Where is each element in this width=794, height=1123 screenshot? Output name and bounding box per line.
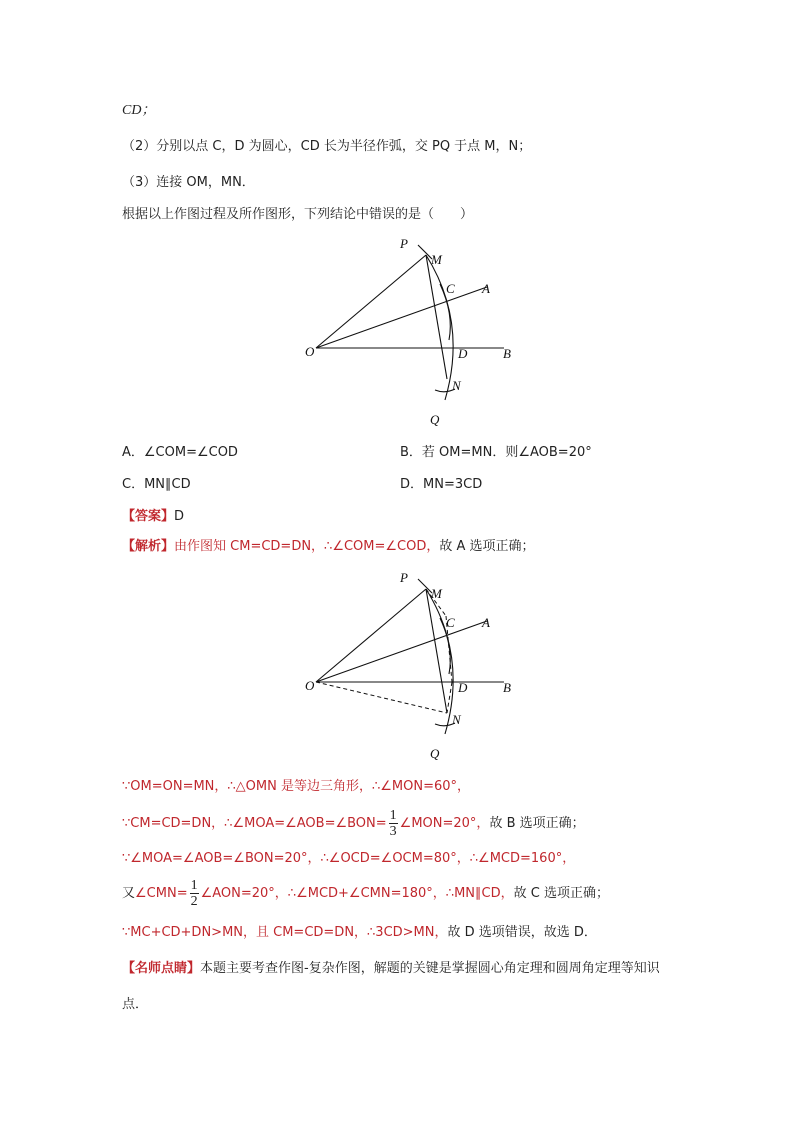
label-n: N [452, 378, 461, 393]
fraction-one-half: $\frac{1}{2}$ [190, 878, 198, 909]
option-d: D．MN=3CD [400, 477, 483, 492]
comment-tag: 【名师点睛】 [122, 961, 201, 976]
analysis-line-1: 【解析】由作图知 CM=CD=DN，∴∠COM=∠COD，故 A 选项正确； [122, 539, 535, 554]
option-a: A．∠COM=∠COD [122, 445, 238, 460]
label-m: M [431, 252, 442, 267]
answer-tag: 【答案】 [122, 509, 175, 524]
fraction-one-third: $\frac{1}{3}$ [389, 808, 397, 839]
question-text: 根据以上作图过程及所作图形，下列结论中错误的是（ ） [122, 207, 474, 222]
label-o: O [305, 344, 315, 359]
teacher-comment-line-1: 【名师点睛】本题主要考查作图-复杂作图，解题的关键是掌握圆心角定理和圆周角定理等知识 [122, 961, 660, 976]
teacher-comment-line-2: 点． [122, 997, 149, 1012]
answer-line [122, 508, 184, 526]
label-m: M [431, 586, 442, 601]
analysis-figure [300, 566, 540, 766]
label-q: Q [430, 746, 440, 761]
label-q: Q [430, 412, 440, 427]
label-a: A [482, 615, 490, 630]
label-d: D [458, 346, 468, 361]
option-c: C．MN∥CD [122, 477, 191, 492]
analysis-line-6: ∵MC+CD+DN>MN，且 CM=CD=DN，∴3CD>MN，故 D 选项错误，故选 D． [122, 925, 597, 940]
step-3-text: （3）连接 OM，MN． [122, 175, 255, 190]
analysis-tag: 【解析】 [122, 539, 175, 554]
label-p: P [400, 570, 408, 585]
analysis-line-3: ∵CM=CD=DN，∴∠MOA=∠AOB=∠BON= $\frac{1}{3}$ ∠MON=20°，故 B 选项正确； [122, 808, 585, 839]
label-c: C [446, 615, 455, 630]
construction-figure [300, 232, 540, 432]
analysis-line-2: ∵OM=ON=MN，∴△OMN 是等边三角形，∴∠MON=60°， [122, 779, 471, 794]
label-b: B [503, 346, 511, 361]
label-d: D [458, 680, 468, 695]
step-2-text: （2）分别以点 C，D 为圆心，CD 长为半径作弧，交 PQ 于点 M，N； [122, 139, 532, 154]
label-b: B [503, 680, 511, 695]
label-a: A [482, 281, 490, 296]
label-n: N [452, 712, 461, 727]
analysis-line-4: ∵∠MOA=∠AOB=∠BON=20°，∴∠OCD=∠OCM=80°，∴∠MCD=160°， [122, 851, 576, 866]
answer-value: D [174, 509, 185, 524]
label-o: O [305, 678, 315, 693]
intro-line-cd: CD； [122, 103, 156, 118]
analysis-line-5: 又∠CMN= $\frac{1}{2}$ ∠AON=20°，∴∠MCD+∠CMN=180°，∴MN∥CD，故 C 选项正确； [122, 878, 609, 909]
option-b: B．若 OM=MN．则∠AOB=20° [400, 445, 592, 460]
label-p: P [400, 236, 408, 251]
label-c: C [446, 281, 455, 296]
